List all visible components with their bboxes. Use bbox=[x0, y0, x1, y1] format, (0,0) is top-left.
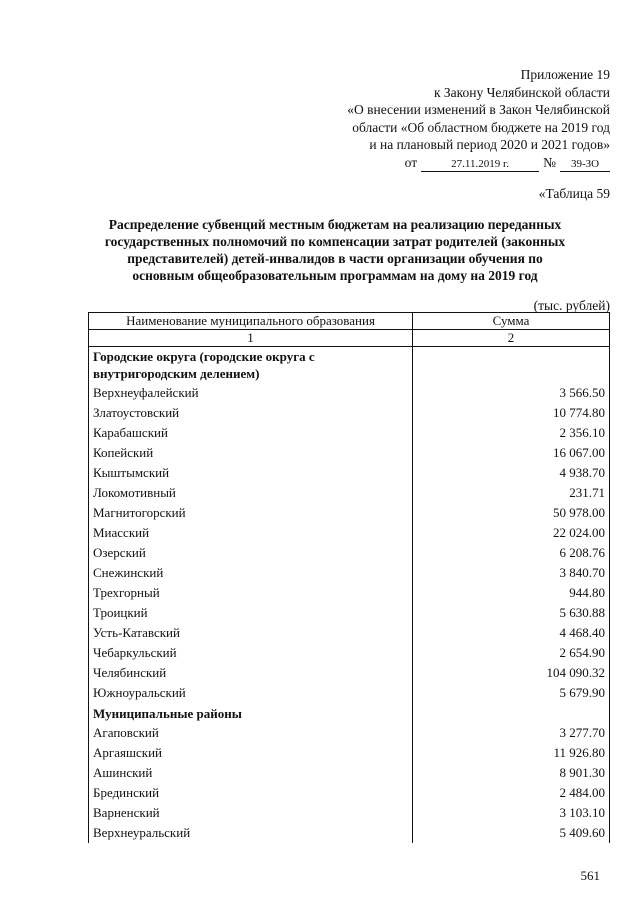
date-prefix: от bbox=[404, 154, 418, 170]
appendix-header bbox=[270, 66, 610, 172]
subsidy-amount: 5 679.90 bbox=[413, 683, 610, 703]
table-row bbox=[89, 763, 610, 783]
municipality-name: Агаповский bbox=[89, 723, 413, 743]
municipality-name: Златоустовский bbox=[89, 403, 413, 423]
table-row bbox=[89, 563, 610, 583]
group-amount bbox=[413, 703, 610, 723]
table-row bbox=[89, 823, 610, 843]
unit-label: (тыс. рублей) bbox=[533, 298, 610, 313]
municipality-name: Верхнеуральский bbox=[89, 823, 413, 843]
subsidy-amount: 50 978.00 bbox=[413, 503, 610, 523]
municipality-name: Челябинский bbox=[89, 663, 413, 683]
table-row bbox=[89, 683, 610, 703]
subsidy-amount: 5 630.88 bbox=[413, 603, 610, 623]
table-row bbox=[89, 723, 610, 743]
appendix-line: «О внесении изменений в Закон Челябинской bbox=[347, 102, 610, 117]
table-row bbox=[89, 383, 610, 403]
subsidy-amount: 3 566.50 bbox=[413, 383, 610, 403]
table-row bbox=[89, 603, 610, 623]
table-row bbox=[89, 623, 610, 643]
municipality-name: Карабашский bbox=[89, 423, 413, 443]
subsidy-amount: 3 103.10 bbox=[413, 803, 610, 823]
table-row bbox=[89, 583, 610, 603]
municipality-name: Брединский bbox=[89, 783, 413, 803]
subsidy-amount: 4 938.70 bbox=[413, 463, 610, 483]
group-row bbox=[89, 703, 610, 723]
subsidy-amount: 3 840.70 bbox=[413, 563, 610, 583]
municipality-name: Южноуральский bbox=[89, 683, 413, 703]
subsidy-amount: 16 067.00 bbox=[413, 443, 610, 463]
colnum-2: 2 bbox=[413, 330, 610, 347]
table-row bbox=[89, 803, 610, 823]
subsidy-amount: 22 024.00 bbox=[413, 523, 610, 543]
municipality-name: Копейский bbox=[89, 443, 413, 463]
subsidy-amount: 6 208.76 bbox=[413, 543, 610, 563]
group-title: Муниципальные районы bbox=[89, 703, 413, 723]
law-date-number bbox=[270, 154, 610, 172]
subsidy-amount: 3 277.70 bbox=[413, 723, 610, 743]
table-row bbox=[89, 643, 610, 663]
municipality-name: Варненский bbox=[89, 803, 413, 823]
subsidy-amount: 2 484.00 bbox=[413, 783, 610, 803]
table-row bbox=[89, 443, 610, 463]
municipality-name: Чебаркульский bbox=[89, 643, 413, 663]
municipality-name: Кыштымский bbox=[89, 463, 413, 483]
appendix-line: области «Об областном бюджете на 2019 год bbox=[352, 119, 610, 135]
subsidy-amount: 944.80 bbox=[413, 583, 610, 603]
municipality-name: Верхнеуфалейский bbox=[89, 383, 413, 403]
table-row bbox=[89, 403, 610, 423]
municipality-name: Трехгорный bbox=[89, 583, 413, 603]
table-row bbox=[89, 523, 610, 543]
group-title: Городские округа (городские округа с внутригородским делением) bbox=[89, 347, 413, 384]
law-date: 27.11.2019 г. bbox=[421, 158, 539, 172]
subsidy-amount: 11 926.80 bbox=[413, 743, 610, 763]
table-row bbox=[89, 663, 610, 683]
subsidy-amount: 104 090.32 bbox=[413, 663, 610, 683]
municipality-name: Ашинский bbox=[89, 763, 413, 783]
subsidy-amount: 231.71 bbox=[413, 483, 610, 503]
municipality-name: Снежинский bbox=[89, 563, 413, 583]
appendix-line: к Закону Челябинской области bbox=[433, 84, 610, 100]
subsidy-amount: 4 468.40 bbox=[413, 623, 610, 643]
municipality-name: Озерский bbox=[89, 543, 413, 563]
number-prefix: № bbox=[543, 154, 556, 170]
group-amount bbox=[413, 347, 610, 384]
subsidy-amount: 2 654.90 bbox=[413, 643, 610, 663]
municipality-name: Локомотивный bbox=[89, 483, 413, 503]
table-row bbox=[89, 743, 610, 763]
header-municipality: Наименование муниципального образования bbox=[89, 313, 413, 330]
table-label: «Таблица 59 bbox=[538, 186, 610, 201]
header-amount: Сумма bbox=[413, 313, 610, 330]
municipality-name: Аргаяшский bbox=[89, 743, 413, 763]
document-title: Распределение субвенций местным бюджетам на реализацию переданных государственных полномочий по компенсации затрат родителей (законных представителей) детей-инвалидов в части организации обучения по основным общеобразовательным программам на дому на 2019 год bbox=[104, 217, 566, 283]
municipality-name: Троицкий bbox=[89, 603, 413, 623]
municipality-name: Магнитогорский bbox=[89, 503, 413, 523]
subsidy-amount: 5 409.60 bbox=[413, 823, 610, 843]
subsidy-amount: 10 774.80 bbox=[413, 403, 610, 423]
appendix-line: Приложение 19 bbox=[520, 67, 610, 82]
law-number: 39-ЗО bbox=[560, 158, 610, 172]
table-row bbox=[89, 483, 610, 503]
table-row bbox=[89, 463, 610, 483]
appendix-line: и на плановый период 2020 и 2021 годов» bbox=[369, 137, 610, 152]
table-row bbox=[89, 503, 610, 523]
table-row bbox=[89, 543, 610, 563]
table-row bbox=[89, 423, 610, 443]
colnum-1: 1 bbox=[89, 330, 413, 347]
page-number: 561 bbox=[580, 868, 600, 883]
table-row bbox=[89, 783, 610, 803]
subsidy-table-container bbox=[88, 312, 610, 843]
table-colnum-row bbox=[89, 330, 610, 347]
municipality-name: Миасский bbox=[89, 523, 413, 543]
table-header-row bbox=[89, 313, 610, 330]
subsidy-table bbox=[88, 312, 610, 843]
subsidy-amount: 2 356.10 bbox=[413, 423, 610, 443]
table-body bbox=[89, 347, 610, 844]
municipality-name: Усть-Катавский bbox=[89, 623, 413, 643]
group-row bbox=[89, 347, 610, 384]
subsidy-amount: 8 901.30 bbox=[413, 763, 610, 783]
